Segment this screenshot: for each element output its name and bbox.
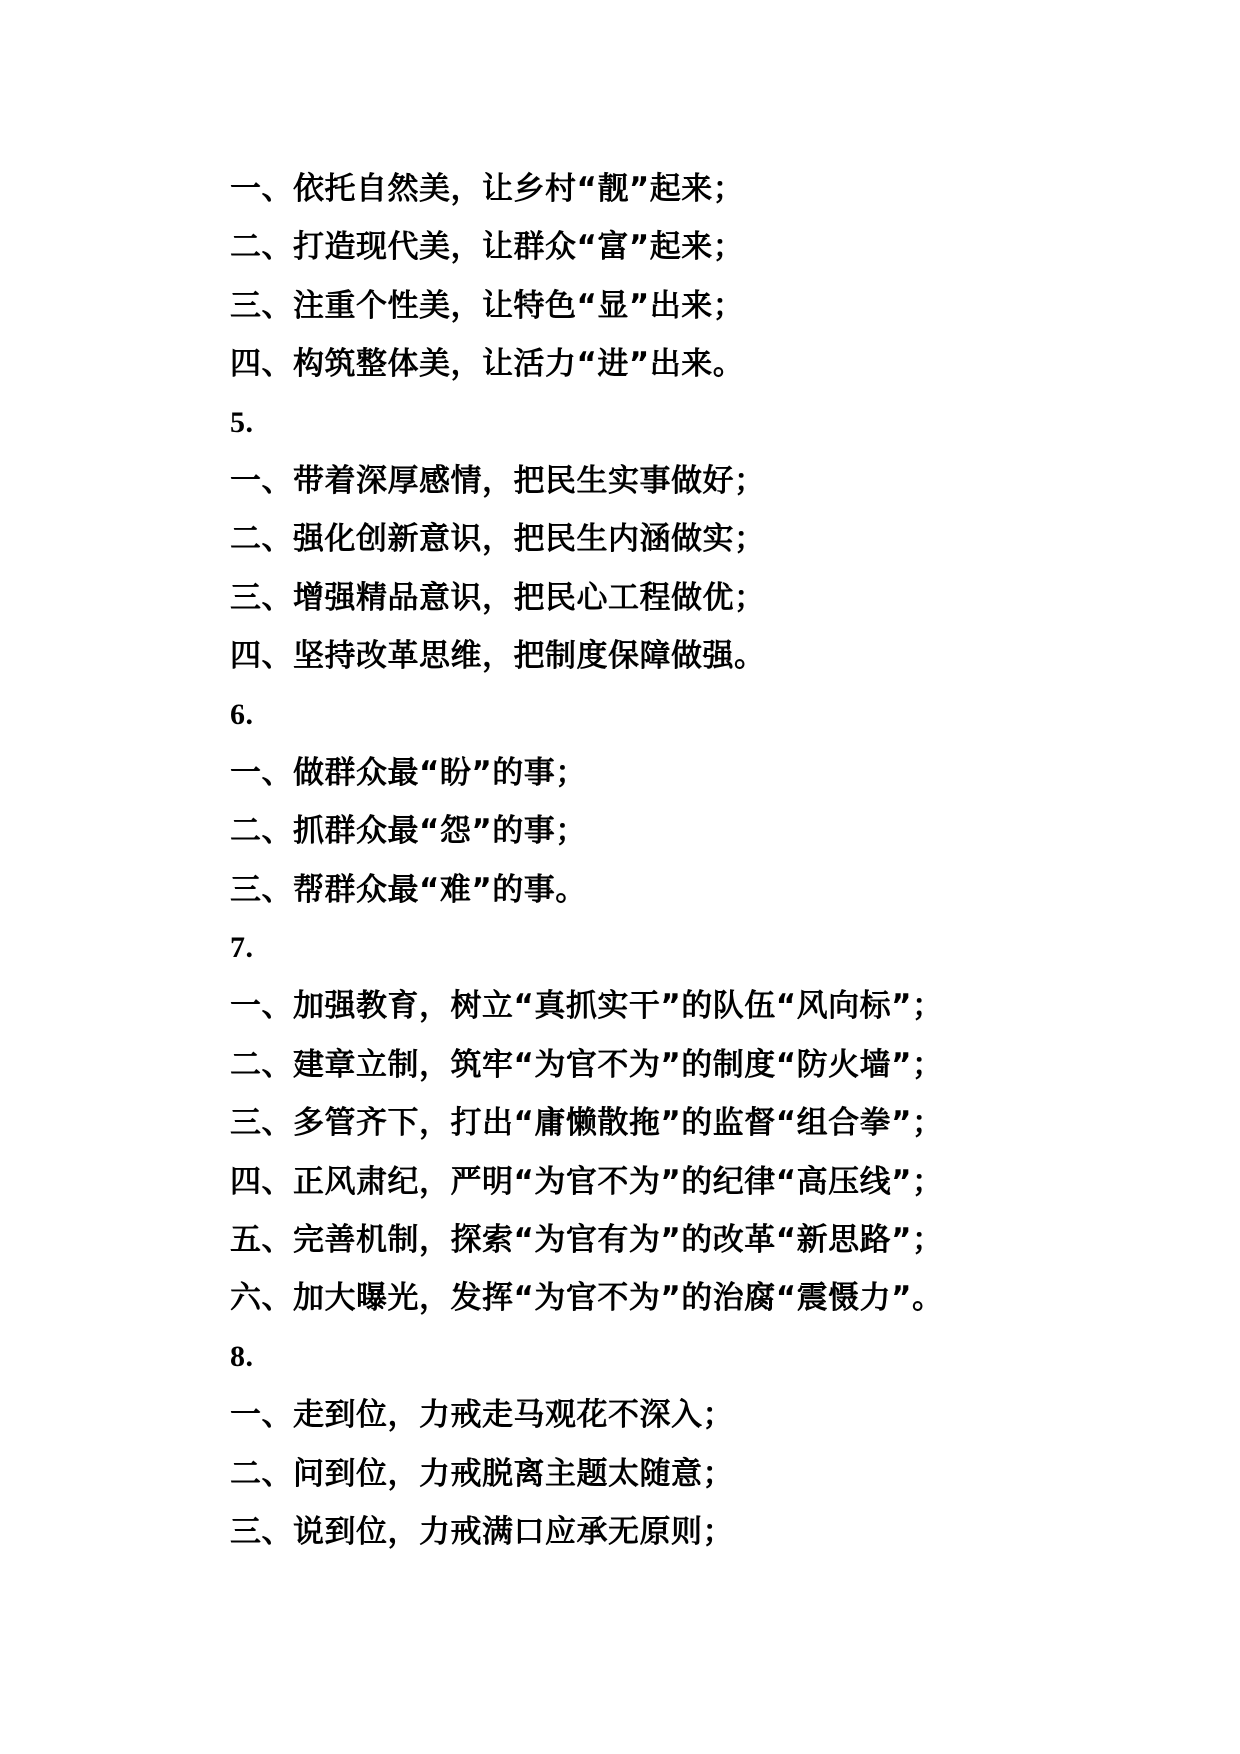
list-item: 二、强化创新意识，把民生内涵做实； — [230, 521, 766, 558]
list-item: 一、走到位，力戒走马观花不深入； — [230, 1397, 734, 1434]
section-number: 5. — [230, 405, 254, 439]
section-number: 7. — [230, 931, 254, 965]
list-item: 一、加强教育，树立“真抓实干”的队伍“风向标”； — [230, 988, 944, 1025]
list-item: 三、注重个性美，让特色“显”出来； — [230, 287, 745, 324]
document-body — [230, 160, 1150, 1561]
list-item: 四、构筑整体美，让活力“进”出来。 — [230, 346, 745, 383]
list-item: 二、建章立制，筑牢“为官不为”的制度“防火墙”； — [230, 1046, 944, 1083]
list-item: 三、多管齐下，打出“庸懒散拖”的监督“组合拳”； — [230, 1105, 944, 1142]
section-number: 8. — [230, 1339, 254, 1373]
section-number: 6. — [230, 697, 254, 731]
list-item: 三、说到位，力戒满口应承无原则； — [230, 1513, 734, 1550]
list-item: 三、帮群众最“难”的事。 — [230, 871, 587, 908]
list-item: 四、坚持改革思维，把制度保障做强。 — [230, 638, 766, 675]
list-item: 一、依托自然美，让乡村“靓”起来； — [230, 171, 745, 207]
list-item: 二、问到位，力戒脱离主题太随意； — [230, 1455, 734, 1492]
list-item: 一、做群众最“盼”的事； — [230, 754, 587, 791]
list-item: 二、打造现代美，让群众“富”起来； — [230, 229, 745, 266]
list-item: 一、带着深厚感情，把民生实事做好； — [230, 462, 766, 499]
list-item: 四、正风肃纪，严明“为官不为”的纪律“高压线”； — [230, 1163, 944, 1200]
list-item: 三、增强精品意识，把民心工程做优； — [230, 579, 766, 616]
list-item: 六、加大曝光，发挥“为官不为”的治腐“震慑力”。 — [230, 1280, 944, 1317]
list-item: 五、完善机制，探索“为官有为”的改革“新思路”； — [230, 1222, 944, 1259]
list-item: 二、抓群众最“怨”的事； — [230, 813, 587, 850]
